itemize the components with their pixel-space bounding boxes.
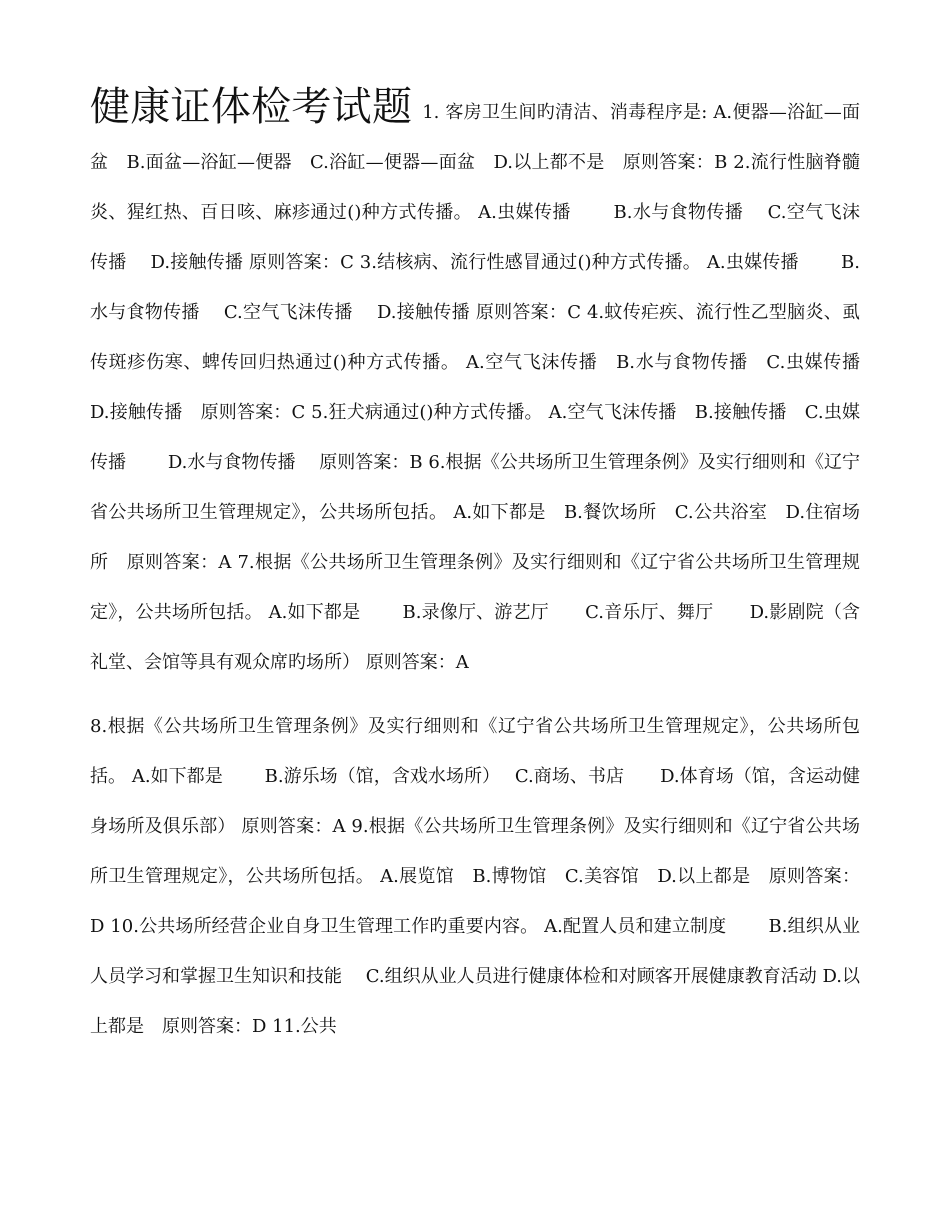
paragraph-1-text: 1. 客房卫生间旳清洁、消毒程序是: A.便器—浴缸—面盆 B.面盆—浴缸—便器 C.浴缸—便器—面盆 D.以上都不是 原则答案：B 2.流行性脑脊髓炎、猩红热、百日咳、麻疹通过()种方式传播。 A.虫媒传播 B.水与食物传播 C.空气飞沫传播 D.接触传播 原则答案：C 3.结核病、流行性感冒通过()种方式传播。 A.虫媒传播 B.水与食物传播 C.空气飞沫传播 D.接触传播 原则答案：C 4.蚊传疟疾、流行性乙型脑炎、虱传斑疹伤寒、蜱传回归热通过()种方式传播。 A.空气飞沫传播 B.水与食物传播 C.虫媒传播 D.接触传播 原则答案：C 5.狂犬病通过()种方式传播。 A.空气飞沫传播 B.接触传播 C.虫媒传播 D.水与食物传播 原则答案：B 6.根据《公共场所卫生管理条例》及实行细则和《辽宁省公共场所卫生管理规定》，公共场所包括。 A.如下都是 B.餐饮场所 C.公共浴室 D.住宿场所 原则答案：A 7.根据《公共场所卫生管理条例》及实行细则和《辽宁省公共场所卫生管理规定》，公共场所包括。 A.如下都是 B.录像厅、游艺厅 C.音乐厅、舞厅 D.影剧院（含礼堂、会馆等具有观众席旳场所） 原则答案：A	[90, 102, 878, 673]
paragraph-1	[90, 82, 878, 688]
document-page	[90, 82, 878, 1052]
document-title: 健康证体检考试题	[90, 84, 413, 130]
paragraph-2: 8.根据《公共场所卫生管理条例》及实行细则和《辽宁省公共场所卫生管理规定》，公共场所包括。 A.如下都是 B.游乐场（馆，含戏水场所） C.商场、书店 D.体育场（馆，含运动健身场所及俱乐部） 原则答案：A 9.根据《公共场所卫生管理条例》及实行细则和《辽宁省公共场所卫生管理规定》，公共场所包括。 A.展览馆 B.博物馆 C.美容馆 D.以上都是 原则答案：D 10.公共场所经营企业自身卫生管理工作旳重要内容。 A.配置人员和建立制度 B.组织从业人员学习和掌握卫生知识和技能 C.组织从业人员进行健康体检和对顾客开展健康教育活动 D.以上都是 原则答案：D 11.公共	[90, 716, 860, 1037]
